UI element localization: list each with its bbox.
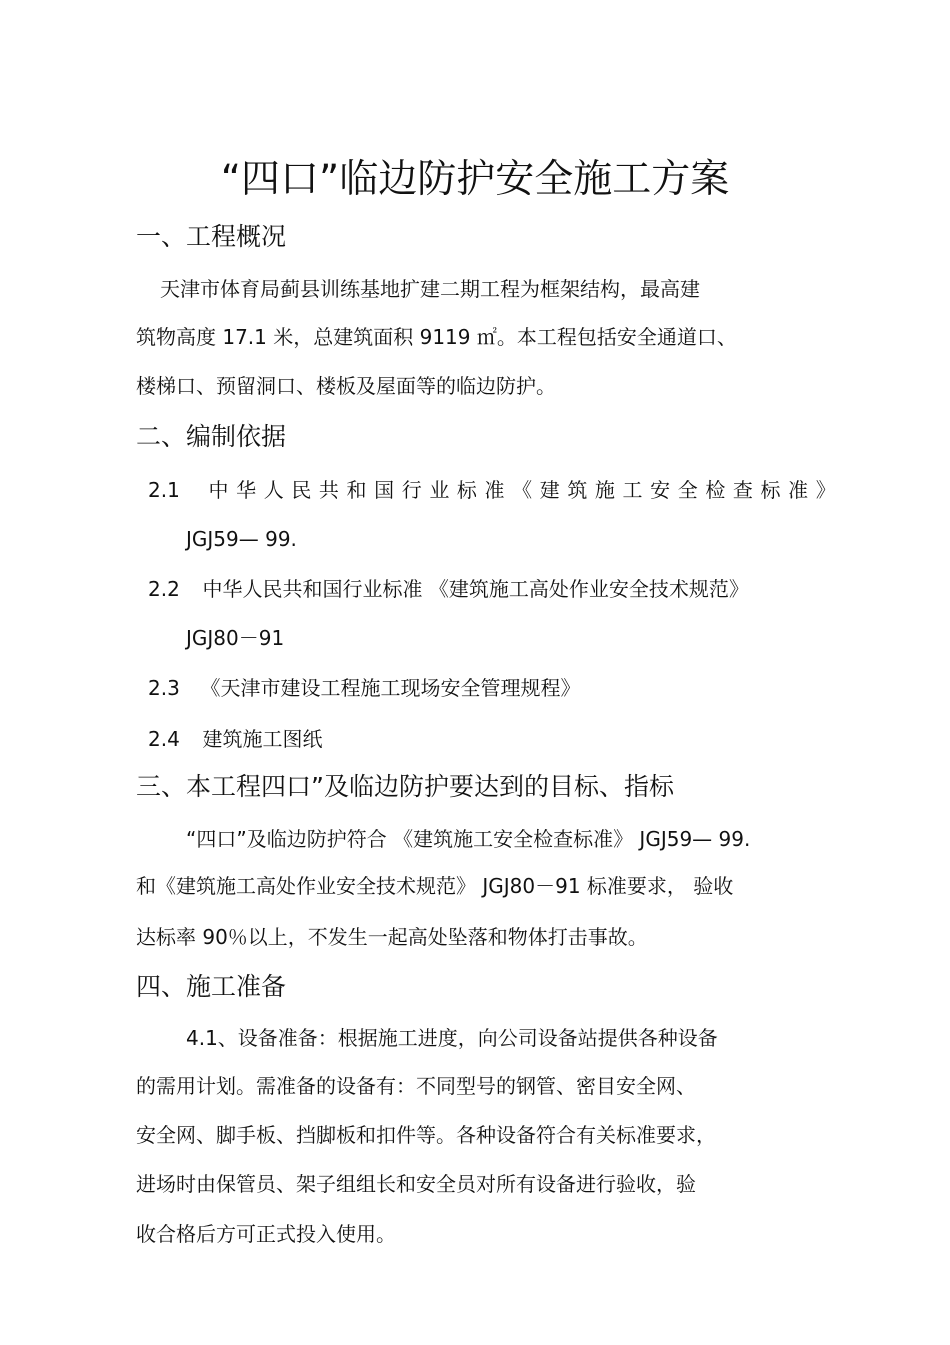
list-item bbox=[148, 480, 843, 500]
list-item-text: 建筑施工图纸 bbox=[202, 727, 323, 751]
list-item-text: 《天津市建设工程施工现场安全管理规程》 bbox=[200, 676, 581, 700]
paragraph-line: 和《建筑施工高处作业安全技术规范》 JGJ80－91 标准要求， 验收 bbox=[136, 874, 734, 898]
paragraph-line: 安全网、脚手板、挡脚板和扣件等。各种设备符合有关标准要求， bbox=[136, 1123, 716, 1147]
list-item-number: 2.3 bbox=[148, 676, 180, 700]
list-item-number: 2.1 bbox=[148, 478, 180, 502]
paragraph-line: 筑物高度 17.1 米，总建筑面积 9119 ㎡。本工程包括安全通道口、 bbox=[136, 325, 737, 349]
paragraph-line: 进场时由保管员、架子组组长和安全员对所有设备进行验收，验 bbox=[136, 1172, 696, 1196]
section-heading-goals: 三、本工程四口”及临边防护要达到的目标、指标 bbox=[136, 772, 674, 801]
paragraph-line: 收合格后方可正式投入使用。 bbox=[136, 1222, 396, 1246]
paragraph-line: 楼梯口、预留洞口、楼板及屋面等的临边防护。 bbox=[136, 374, 556, 398]
list-item-number: 2.4 bbox=[148, 727, 180, 751]
document-title: “四口”临边防护安全施工方案 bbox=[220, 157, 730, 202]
paragraph-line: 4.1、设备准备：根据施工进度，向公司设备站提供各种设备 bbox=[186, 1026, 718, 1050]
paragraph-line: 达标率 90％以上，不发生一起高处坠落和物体打击事故。 bbox=[136, 925, 648, 949]
paragraph-line: 的需用计划。需准备的设备有：不同型号的钢管、密目安全网、 bbox=[136, 1074, 696, 1098]
list-item-code: JGJ59— 99. bbox=[186, 527, 297, 551]
section-heading-preparation: 四、施工准备 bbox=[136, 972, 287, 1001]
paragraph-line: “四口”及临边防护符合 《建筑施工安全检查标准》 JGJ59— 99. bbox=[186, 827, 751, 851]
list-item-number: 2.2 bbox=[148, 577, 180, 601]
list-item-text: 中华人民共和国行业标准《建筑施工安全检查标准》 bbox=[208, 478, 844, 502]
list-item bbox=[148, 729, 323, 749]
section-heading-basis: 二、编制依据 bbox=[136, 422, 287, 451]
list-item bbox=[148, 579, 749, 599]
list-item-text: 中华人民共和国行业标准 《建筑施工高处作业安全技术规范》 bbox=[202, 577, 749, 601]
paragraph-line: 天津市体育局蓟县训练基地扩建二期工程为框架结构，最高建 bbox=[160, 277, 700, 301]
list-item-code: JGJ80－91 bbox=[186, 626, 285, 650]
list-item bbox=[148, 678, 581, 698]
section-heading-overview: 一、工程概况 bbox=[136, 222, 287, 251]
